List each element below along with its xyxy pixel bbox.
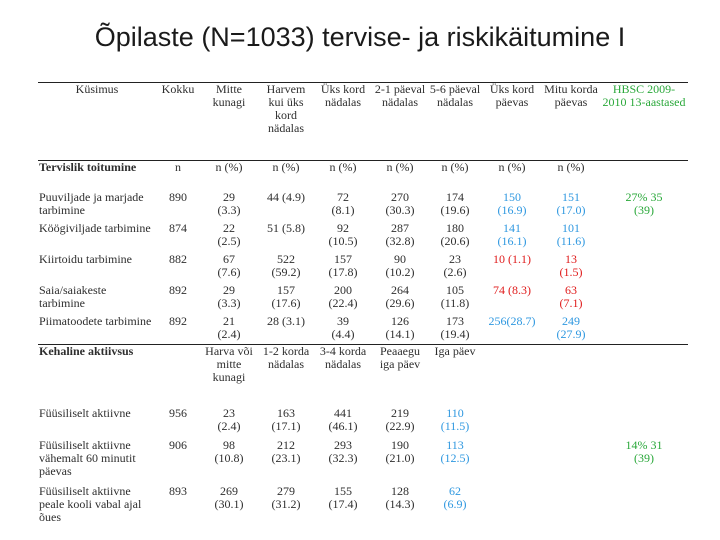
section-label: Kehaline aktiivsus (38, 345, 156, 407)
table-row (38, 407, 688, 439)
table-row (38, 191, 688, 222)
table-cell: 105 (11.8) (440, 282, 470, 310)
header-row (38, 83, 688, 161)
table-cell: 200 (22.4) (328, 282, 358, 310)
table-cell (482, 485, 542, 529)
data-table (38, 82, 688, 529)
table-cell: 892 (169, 282, 187, 297)
table-cell: 956 (169, 405, 187, 420)
table-cell: 180 (20.6) (440, 220, 470, 248)
table-cell: 269 (30.1) (214, 483, 244, 511)
table-cell: 22 (2.5) (217, 220, 241, 248)
section-cell: n (156, 161, 200, 191)
table-cell (482, 407, 542, 439)
table-cell: 62 (6.9) (443, 483, 467, 511)
table-cell (600, 315, 688, 345)
table-cell: 155 (17.4) (328, 483, 358, 511)
section-cell: Iga päev (428, 345, 482, 407)
header-cell: Kokku (156, 83, 200, 161)
table-cell (600, 485, 688, 529)
section-row-activity (38, 345, 688, 407)
table-cell: 151 (17.0) (556, 189, 586, 217)
table-cell (542, 407, 600, 439)
table-cell: 72 (8.1) (331, 189, 355, 217)
table-cell: 67 (7.6) (217, 251, 241, 279)
section-cell: n (%) (482, 161, 542, 191)
header-cell: Üks kord nädalas (314, 83, 372, 161)
table-cell: 157 (17.8) (328, 251, 358, 279)
section-cell: n (%) (372, 161, 428, 191)
section-cell: Peaaegu iga päev (372, 345, 428, 407)
table-cell: 150 (16.9) (497, 189, 527, 217)
row-label: Saia/saiakeste tarbimine (39, 282, 107, 310)
table-row (38, 253, 688, 284)
table-cell (542, 485, 600, 529)
header-cell: Mitte kunagi (200, 83, 258, 161)
table-cell: 29 (3.3) (217, 189, 241, 217)
section-cell (482, 345, 542, 407)
section-cell: n (%) (428, 161, 482, 191)
table-cell: 249 (27.9) (556, 313, 586, 341)
table-cell: 28 (3.1) (267, 313, 305, 328)
table-cell (600, 253, 688, 284)
section-cell: n (%) (200, 161, 258, 191)
table-cell: 10 (1.1) (493, 251, 531, 266)
table-cell: 882 (169, 251, 187, 266)
header-cell: 2-1 päeval nädalas (372, 83, 428, 161)
row-label: Puuviljade ja marjade tarbimine (39, 189, 144, 217)
table-cell (600, 222, 688, 253)
table-cell: 23 (2.6) (443, 251, 467, 279)
section-cell: n (%) (542, 161, 600, 191)
table-cell (542, 439, 600, 485)
table-cell: 173 (19.4) (440, 313, 470, 341)
table-cell: 441 (46.1) (328, 405, 358, 433)
table-cell: 890 (169, 189, 187, 204)
table-row (38, 439, 688, 485)
table-cell: 51 (5.8) (267, 220, 305, 235)
header-cell: Mitu korda päevas (542, 83, 600, 161)
table-cell: 113 (12.5) (440, 437, 470, 465)
table-cell: 141 (16.1) (497, 220, 527, 248)
section-cell: n (%) (314, 161, 372, 191)
table-cell: 126 (14.1) (385, 313, 415, 341)
section-cell (542, 345, 600, 407)
header-cell: Üks kord päevas (482, 83, 542, 161)
table-cell: 90 (10.2) (385, 251, 415, 279)
table-cell: 256(28.7) (488, 313, 536, 328)
table-cell: 14% 31 (39) (625, 437, 663, 465)
table-cell: 893 (169, 483, 187, 498)
section-cell: n (%) (258, 161, 314, 191)
section-cell (600, 345, 688, 407)
table-cell: 74 (8.3) (493, 282, 531, 297)
table-cell: 174 (19.6) (440, 189, 470, 217)
table-cell: 190 (21.0) (385, 437, 415, 465)
section-cell (156, 345, 200, 407)
section-cell: Harva või mitte kunagi (200, 345, 258, 407)
table-cell: 27% 35 (39) (625, 189, 663, 217)
header-cell: Harvem kui üks kord nädalas (258, 83, 314, 161)
table-cell: 906 (169, 437, 187, 452)
section-label: Tervislik toitumine (38, 161, 156, 191)
table-cell (482, 439, 542, 485)
table-cell: 219 (22.9) (385, 405, 415, 433)
table-cell: 92 (10.5) (328, 220, 358, 248)
table-row (38, 315, 688, 345)
table-cell: 264 (29.6) (385, 282, 415, 310)
table-cell: 98 (10.8) (214, 437, 244, 465)
table-cell: 874 (169, 220, 187, 235)
table-cell: 13 (1.5) (559, 251, 583, 279)
table-cell: 522 (59.2) (271, 251, 301, 279)
row-label: Köögiviljade tarbimine (39, 220, 151, 235)
row-label: Kiirtoidu tarbimine (39, 251, 132, 266)
slide-title: Õpilaste (N=1033) tervise- ja riskikäitumine I (94, 22, 626, 52)
table-row (38, 222, 688, 253)
table-cell: 101 (11.6) (556, 220, 586, 248)
table-cell: 44 (4.9) (267, 189, 305, 204)
table-cell: 279 (31.2) (271, 483, 301, 511)
table-cell: 110 (11.5) (440, 405, 470, 433)
section-cell: 1-2 korda nädalas (258, 345, 314, 407)
row-label: Füüsiliselt aktiivne (39, 405, 131, 420)
table-cell (600, 284, 688, 315)
table-row (38, 284, 688, 315)
row-label: Piimatoodete tarbimine (39, 313, 152, 328)
table-cell: 293 (32.3) (328, 437, 358, 465)
table-cell: 29 (3.3) (217, 282, 241, 310)
table-cell: 23 (2.4) (217, 405, 241, 433)
table-cell: 287 (32.8) (385, 220, 415, 248)
table-row (38, 485, 688, 529)
section-cell: 3-4 korda nädalas (314, 345, 372, 407)
table-cell: 63 (7.1) (559, 282, 583, 310)
section-cell (600, 161, 688, 191)
table-cell: 163 (17.1) (271, 405, 301, 433)
section-row-nutrition (38, 161, 688, 191)
table-cell: 128 (14.3) (385, 483, 415, 511)
table-cell: 270 (30.3) (385, 189, 415, 217)
header-cell: Küsimus (38, 83, 156, 161)
row-label: Füüsiliselt aktiivne peale kooli vabal ajal õues (39, 483, 142, 524)
table-cell: 892 (169, 313, 187, 328)
table-cell: 157 (17.6) (271, 282, 301, 310)
header-cell-hbsc: HBSC 2009-2010 13-aastased (600, 83, 688, 161)
table-cell: 39 (4.4) (331, 313, 355, 341)
row-label: Füüsiliselt aktiivne vähemalt 60 minutit päevas (39, 437, 136, 478)
header-cell: 5-6 päeval nädalas (428, 83, 482, 161)
table-cell: 212 (23.1) (271, 437, 301, 465)
table-cell (600, 407, 688, 439)
table-cell: 21 (2.4) (217, 313, 241, 341)
